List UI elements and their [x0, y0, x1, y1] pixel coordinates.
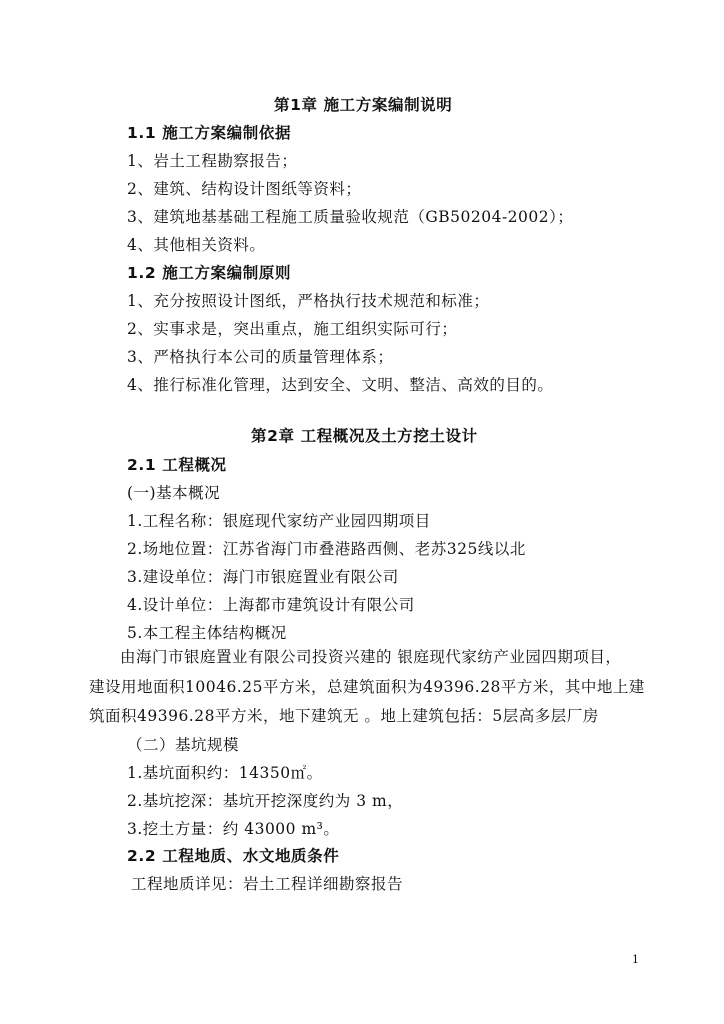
section-1-1-heading: 1.1 施工方案编制依据 — [127, 124, 292, 142]
section-2-2-heading: 2.2 工程地质、水文地质条件 — [127, 847, 340, 865]
chapter-2-title: 第2章 工程概况及土方挖土设计 — [251, 427, 478, 445]
list-item: 3.挖土方量：约 43000 m³。 — [127, 820, 340, 838]
list-item: 1.基坑面积约：14350㎡。 — [127, 764, 323, 782]
list-item: 2.场地位置：江苏省海门市叠港路西侧、老苏325线以北 — [127, 540, 526, 558]
list-item: 1、充分按照设计图纸，严格执行技术规范和标准； — [127, 292, 490, 310]
list-item: 4、推行标准化管理，达到安全、文明、整洁、高效的目的。 — [127, 376, 554, 394]
section-1-2-heading: 1.2 施工方案编制原则 — [127, 264, 292, 282]
list-item: 1、岩土工程勘察报告； — [127, 152, 298, 170]
subsection-heading: (一)基本概况 — [127, 484, 221, 502]
page-number: 1 — [632, 953, 639, 966]
body-text: 工程地质详见：岩土工程详细勘察报告 — [131, 875, 404, 893]
list-item: 4.设计单位：上海都市建筑设计有限公司 — [127, 596, 415, 614]
chapter-1-title: 第1章 施工方案编制说明 — [274, 96, 453, 114]
list-item: 3.建设单位：海门市银庭置业有限公司 — [127, 568, 399, 586]
paragraph-line: 筑面积49396.28平方米，地下建筑无 。地上建筑包括：5层高多层厂房 — [89, 707, 599, 725]
list-item: 5.本工程主体结构概况 — [127, 624, 287, 642]
paragraph-line: 由海门市银庭置业有限公司投资兴建的 银庭现代家纺产业园四期项目， — [120, 648, 622, 666]
list-item: 3、建筑地基基础工程施工质量验收规范（GB50204-2002）； — [127, 208, 574, 226]
list-item: 2.基坑挖深：基坑开挖深度约为 3 m， — [127, 792, 404, 810]
section-2-1-heading: 2.1 工程概况 — [127, 456, 227, 474]
list-item: 4、其他相关资料。 — [127, 236, 266, 254]
paragraph-line: 建设用地面积10046.25平方米，总建筑面积为49396.28平方米，其中地上建 — [89, 678, 645, 696]
list-item: 2、建筑、结构设计图纸等资料； — [127, 180, 362, 198]
list-item: 1.工程名称：银庭现代家纺产业园四期项目 — [127, 512, 431, 530]
list-item: 3、严格执行本公司的质量管理体系； — [127, 348, 394, 366]
subsection-heading: （二）基坑规模 — [127, 736, 240, 754]
list-item: 2、实事求是，突出重点，施工组织实际可行； — [127, 320, 458, 338]
